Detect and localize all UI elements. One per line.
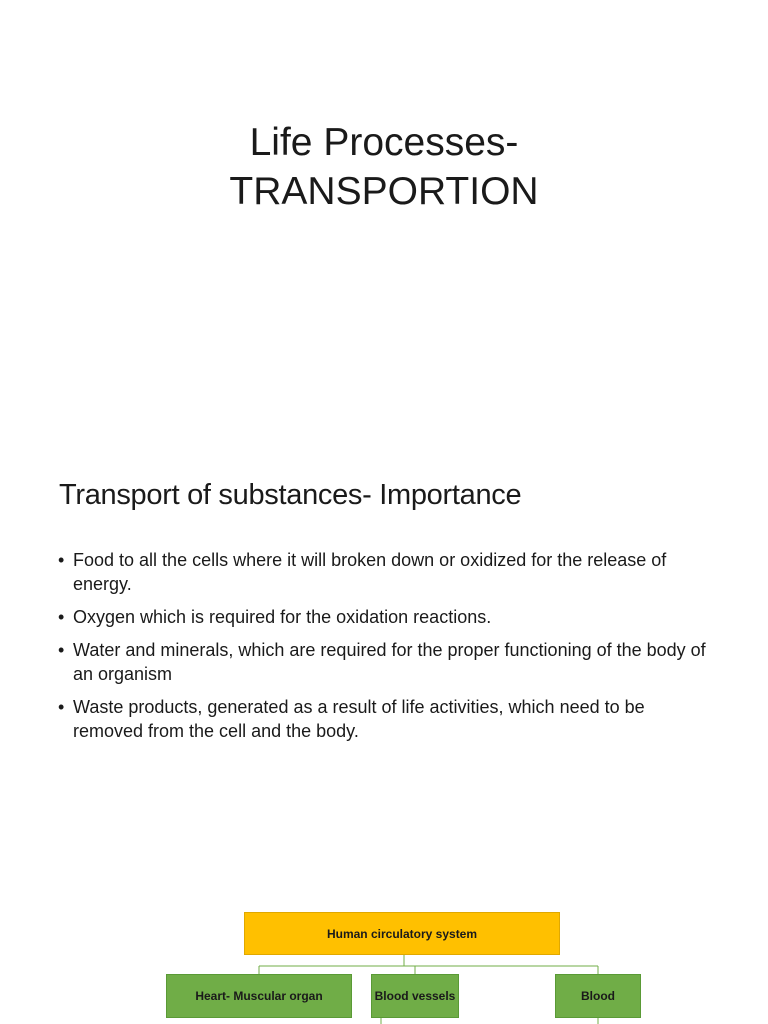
list-item xyxy=(58,605,718,629)
bullet-text: Water and minerals, which are required for the proper functioning of the body of an organism xyxy=(73,640,706,684)
content-slide xyxy=(0,430,768,880)
bullet-text: Waste products, generated as a result of life activities, which need to be removed from the cell and the body. xyxy=(73,697,645,741)
bullet-icon: • xyxy=(58,607,65,627)
bullet-icon: • xyxy=(58,640,65,660)
bullet-icon: • xyxy=(58,697,65,717)
slide-heading: Transport of substances- Importance xyxy=(59,479,522,511)
list-item xyxy=(58,548,718,596)
slide-title-line-2: TRANSPORTION xyxy=(229,170,539,213)
list-item xyxy=(58,638,718,686)
diagram-slide xyxy=(0,880,768,1024)
list-item xyxy=(58,695,718,743)
node-human-circulatory-system: Human circulatory system xyxy=(244,912,560,955)
bullet-list xyxy=(58,548,718,752)
bullet-text: Food to all the cells where it will broken down or oxidized for the release of energy. xyxy=(73,550,667,594)
title-slide xyxy=(0,0,768,430)
node-blood: Blood xyxy=(555,974,641,1018)
bullet-icon: • xyxy=(58,550,65,570)
node-blood-vessels: Blood vessels xyxy=(371,974,459,1018)
slide-title-line-1: Life Processes- xyxy=(249,121,519,164)
node-heart: Heart- Muscular organ xyxy=(166,974,352,1018)
bullet-text: Oxygen which is required for the oxidation reactions. xyxy=(73,607,492,627)
